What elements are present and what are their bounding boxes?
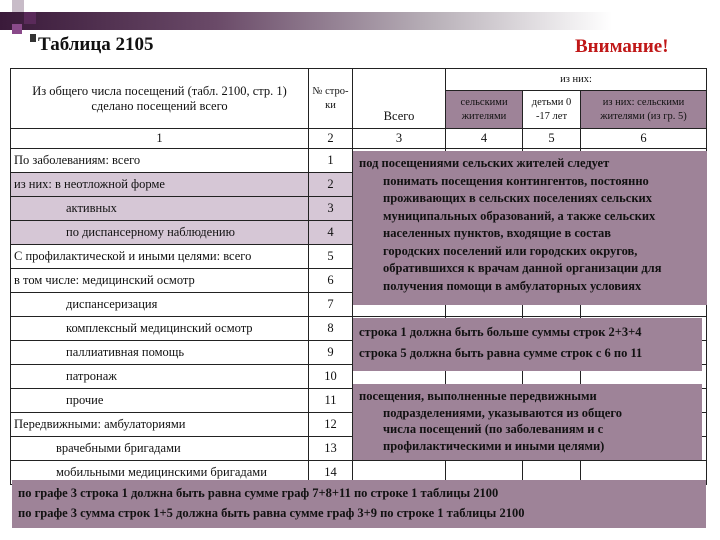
column-numbers-row <box>11 129 707 149</box>
row-number: 14 <box>309 461 353 485</box>
header-col5: детьми 0 -17 лет <box>523 91 581 129</box>
col-number: 1 <box>11 129 309 149</box>
note-line: под посещениями сельских жителей следует <box>359 156 610 170</box>
row-label: диспансеризация <box>11 293 309 317</box>
header-col3: Всего <box>353 69 446 129</box>
note-line: по графе 3 строка 1 должна быть равна сумме граф 7+8+11 по строке 1 таблицы 2100 <box>18 486 499 500</box>
col-number: 4 <box>446 129 523 149</box>
decor-square <box>24 12 36 24</box>
row-label: прочие <box>11 389 309 413</box>
col-number: 2 <box>309 129 353 149</box>
decor-square <box>12 24 22 34</box>
note-line: числа посещений (по заболеваниям и с <box>383 422 604 436</box>
header-col2: № стро-ки <box>309 69 353 129</box>
note-line: городских поселений или городских округов, <box>383 243 638 258</box>
row-number: 5 <box>309 245 353 269</box>
decor-square <box>12 0 24 12</box>
row-label: комплексный медицинский осмотр <box>11 317 309 341</box>
row-label: в том числе: медицинский осмотр <box>11 269 309 293</box>
row-number: 2 <box>309 173 353 197</box>
row-number: 13 <box>309 437 353 461</box>
header-banner <box>0 12 720 30</box>
row-label: патронаж <box>11 365 309 389</box>
note-line: профилактическими и иными целями) <box>383 438 605 453</box>
note-line: населенных пунктов, входящие в состав <box>383 226 612 240</box>
note-line: подразделениями, указываются из общего <box>383 405 622 420</box>
row-label: По заболеваниям: всего <box>11 149 309 173</box>
row-label: врачебными бригадами <box>11 437 309 461</box>
row-number: 11 <box>309 389 353 413</box>
page-title: Таблица 2105 <box>38 34 154 55</box>
col-number: 6 <box>581 129 707 149</box>
note-line: муниципальных образований, а также сельских <box>383 208 656 223</box>
row-label: паллиативная помощь <box>11 341 309 365</box>
row-number: 4 <box>309 221 353 245</box>
row-label: активных <box>11 197 309 221</box>
header-col4: сельскими жителями <box>446 91 523 129</box>
note-line: по графе 3 сумма строк 1+5 должна быть равна сумме граф 3+9 по строке 1 таблицы 2100 <box>18 506 525 520</box>
row-label: по диспансерному наблюдению <box>11 221 309 245</box>
row-number: 7 <box>309 293 353 317</box>
note-line: проживающих в сельских поселениях сельских <box>383 191 652 205</box>
header-group: из них: <box>446 69 707 91</box>
decor-square <box>30 34 36 42</box>
note-line: обратившихся к врачам данной организации для <box>383 261 662 275</box>
note-line: посещения, выполненные передвижными <box>359 389 597 403</box>
note-rural-residents <box>353 151 707 305</box>
row-number: 10 <box>309 365 353 389</box>
row-label: Передвижными: амбулаториями <box>11 413 309 437</box>
note-line: получения помощи в амбулаторных условиях <box>383 278 642 293</box>
header-col1: Из общего числа посещений (табл. 2100, стр. 1) сделано посещений всего <box>11 69 309 129</box>
note-bottom-checks <box>12 480 706 528</box>
note-mobile-units <box>353 384 702 460</box>
row-number: 6 <box>309 269 353 293</box>
note-line: строка 5 должна быть равна сумме строк с 6 по 11 <box>359 346 643 360</box>
note-line: понимать посещения контингентов, постоянно <box>383 173 649 188</box>
row-number: 12 <box>309 413 353 437</box>
col-number: 3 <box>353 129 446 149</box>
row-label: мобильными медицинскими бригадами <box>11 461 309 485</box>
row-number: 1 <box>309 149 353 173</box>
row-number: 3 <box>309 197 353 221</box>
row-label: из них: в неотложной форме <box>11 173 309 197</box>
row-number: 9 <box>309 341 353 365</box>
row-label: С профилактической и иными целями: всего <box>11 245 309 269</box>
note-row-checks <box>353 318 702 371</box>
note-line: строка 1 должна быть больше суммы строк 2+3+4 <box>359 325 642 339</box>
row-number: 8 <box>309 317 353 341</box>
col-number: 5 <box>523 129 581 149</box>
header-col6: из них: сельскими жителями (из гр. 5) <box>581 91 707 129</box>
warning-label: Внимание! <box>575 36 669 57</box>
